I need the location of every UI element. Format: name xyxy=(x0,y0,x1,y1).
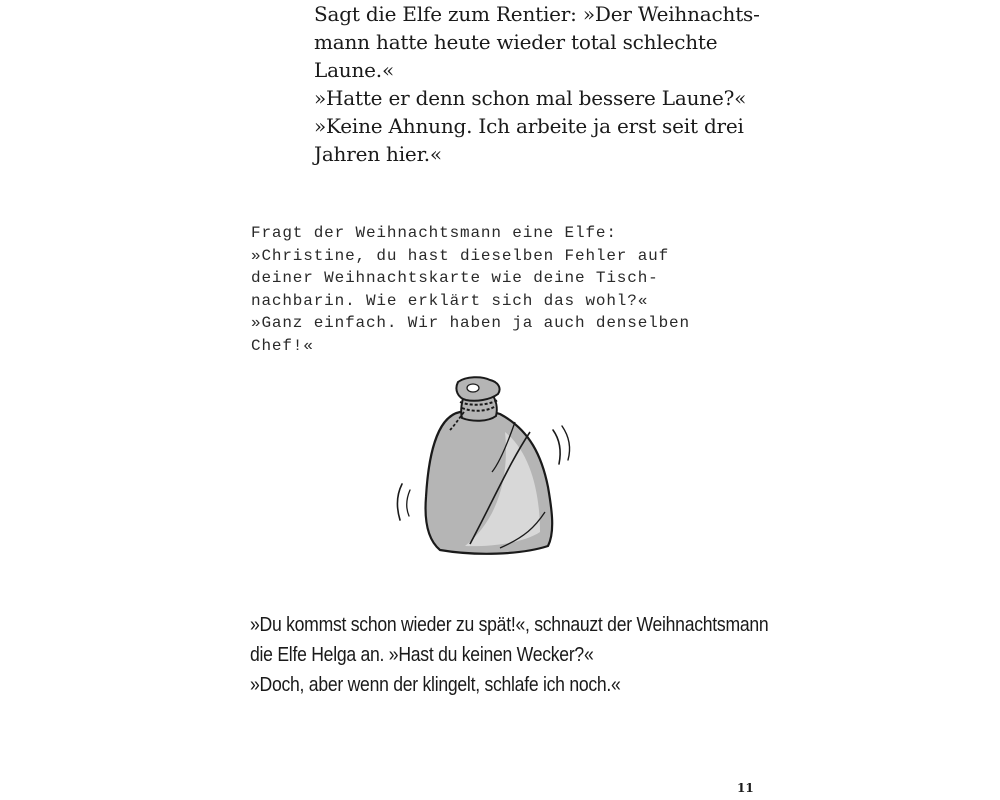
text-line: Laune.« xyxy=(314,58,394,82)
text-line: Fragt der Weihnachtsmann eine Elfe: xyxy=(251,224,617,242)
text-line: deiner Weihnachtskarte wie deine Tisch- xyxy=(251,269,659,287)
text-line: »Hatte er denn schon mal bessere Laune?« xyxy=(314,86,747,110)
text-line: nachbarin. Wie erklärt sich das wohl?« xyxy=(251,291,649,310)
text-line: »Du kommst schon wieder zu spät!«, schnauzt der Weihnachtsmann xyxy=(250,614,769,636)
text-line: Jahren hier.« xyxy=(314,142,442,166)
text-line: Sagt die Elfe zum Rentier: »Der Weihnachts- xyxy=(314,2,760,26)
text-line: Chef!« xyxy=(251,336,314,355)
text-line: die Elfe Helga an. »Hast du keinen Wecker?« xyxy=(250,644,594,666)
joke-rentier xyxy=(314,0,760,168)
page-number: 11 xyxy=(737,781,754,795)
text-line: »Christine, du hast dieselben Fehler auf xyxy=(251,246,670,265)
joke-wecker xyxy=(250,610,768,700)
text-line: »Doch, aber wenn der klingelt, schlafe ich noch.« xyxy=(250,674,621,696)
joke-christine xyxy=(251,222,690,357)
sack-icon xyxy=(380,372,580,562)
text-line: mann hatte heute wieder total schlechte xyxy=(314,30,718,54)
text-line: »Keine Ahnung. Ich arbeite ja erst seit drei xyxy=(314,114,744,138)
text-line: »Ganz einfach. Wir haben ja auch denselben xyxy=(251,314,690,332)
